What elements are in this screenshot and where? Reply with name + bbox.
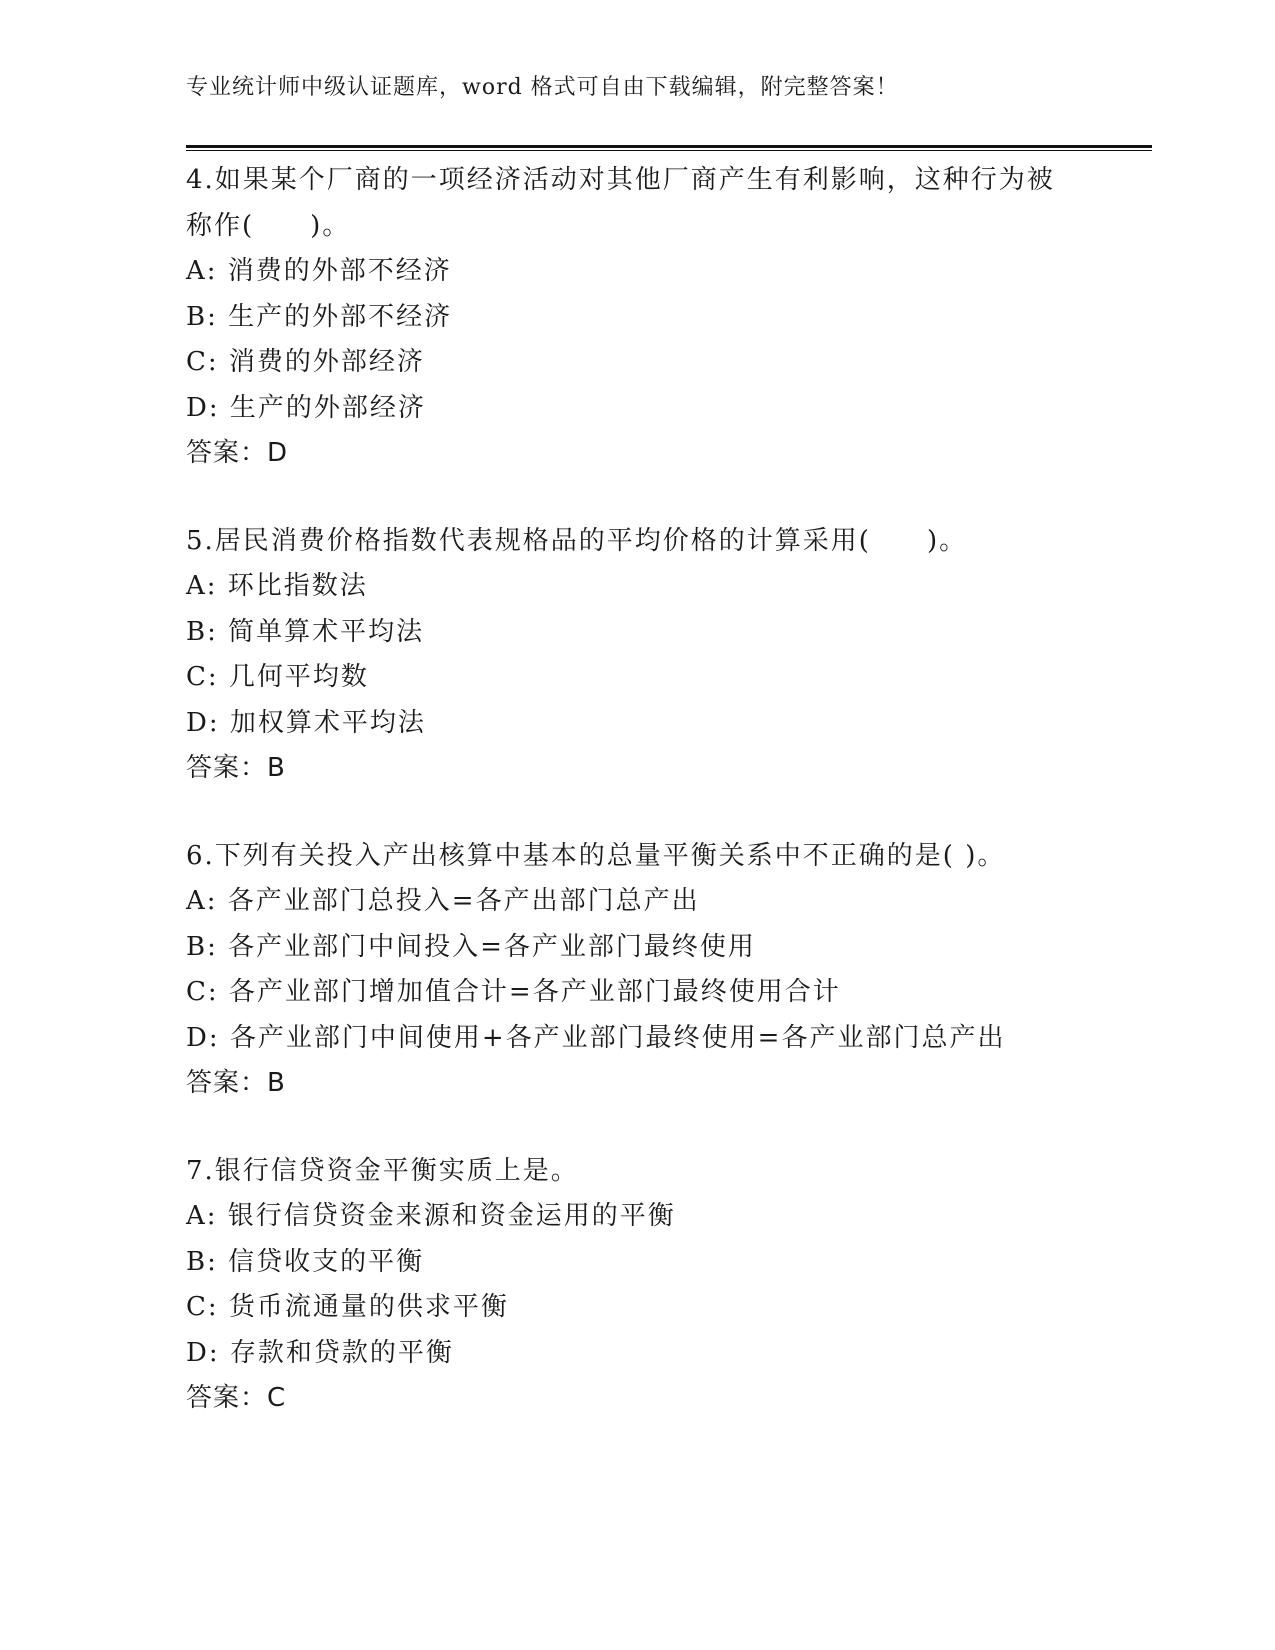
answer: 答案：B [186, 753, 286, 783]
answer: 答案：B [186, 1068, 286, 1098]
question-4 [186, 158, 1152, 477]
question-stem: 6.下列有关投入产出核算中基本的总量平衡关系中不正确的是( )。 [186, 840, 1006, 871]
question-5 [186, 519, 1152, 792]
question-7 [186, 1149, 1152, 1422]
option-b: B: 各产业部门中间投入=各产业部门最终使用 [186, 931, 756, 962]
header-rule-thin [186, 150, 1152, 151]
document-header: 专业统计师中级认证题库，word 格式可自由下载编辑，附完整答案！ [186, 75, 899, 100]
question-6 [186, 834, 1152, 1107]
option-b: B: 信贷收支的平衡 [186, 1246, 425, 1277]
option-a: A: 银行信贷资金来源和资金运用的平衡 [186, 1201, 676, 1231]
option-a: A: 环比指数法 [186, 571, 368, 601]
question-list [186, 158, 1152, 1464]
answer: 答案：C [186, 1383, 287, 1413]
option-d: D: 存款和贷款的平衡 [186, 1337, 454, 1368]
answer: 答案：D [186, 438, 289, 468]
option-b: B: 简单算术平均法 [186, 616, 425, 647]
option-a: A: 消费的外部不经济 [186, 256, 452, 286]
option-c: C: 几何平均数 [186, 662, 369, 692]
option-d: D: 加权算术平均法 [186, 707, 426, 738]
option-d: D: 生产的外部经济 [186, 392, 426, 423]
question-stem: 5.居民消费价格指数代表规格品的平均价格的计算采用( )。 [186, 525, 968, 556]
header-rule-thick [186, 145, 1152, 148]
option-c: C: 货币流通量的供求平衡 [186, 1292, 509, 1322]
question-stem: 7.银行信贷资金平衡实质上是。 [186, 1155, 579, 1186]
option-d: D: 各产业部门中间使用+各产业部门最终使用=各产业部门总产出 [186, 1022, 1006, 1053]
question-stem: 4.如果某个厂商的一项经济活动对其他厂商产生有利影响，这种行为被称作( )。 [186, 165, 1055, 241]
option-a: A: 各产业部门总投入=各产出部门总产出 [186, 886, 700, 916]
option-c: C: 消费的外部经济 [186, 347, 425, 377]
option-c: C: 各产业部门增加值合计=各产业部门最终使用合计 [186, 977, 841, 1007]
option-b: B: 生产的外部不经济 [186, 301, 453, 332]
